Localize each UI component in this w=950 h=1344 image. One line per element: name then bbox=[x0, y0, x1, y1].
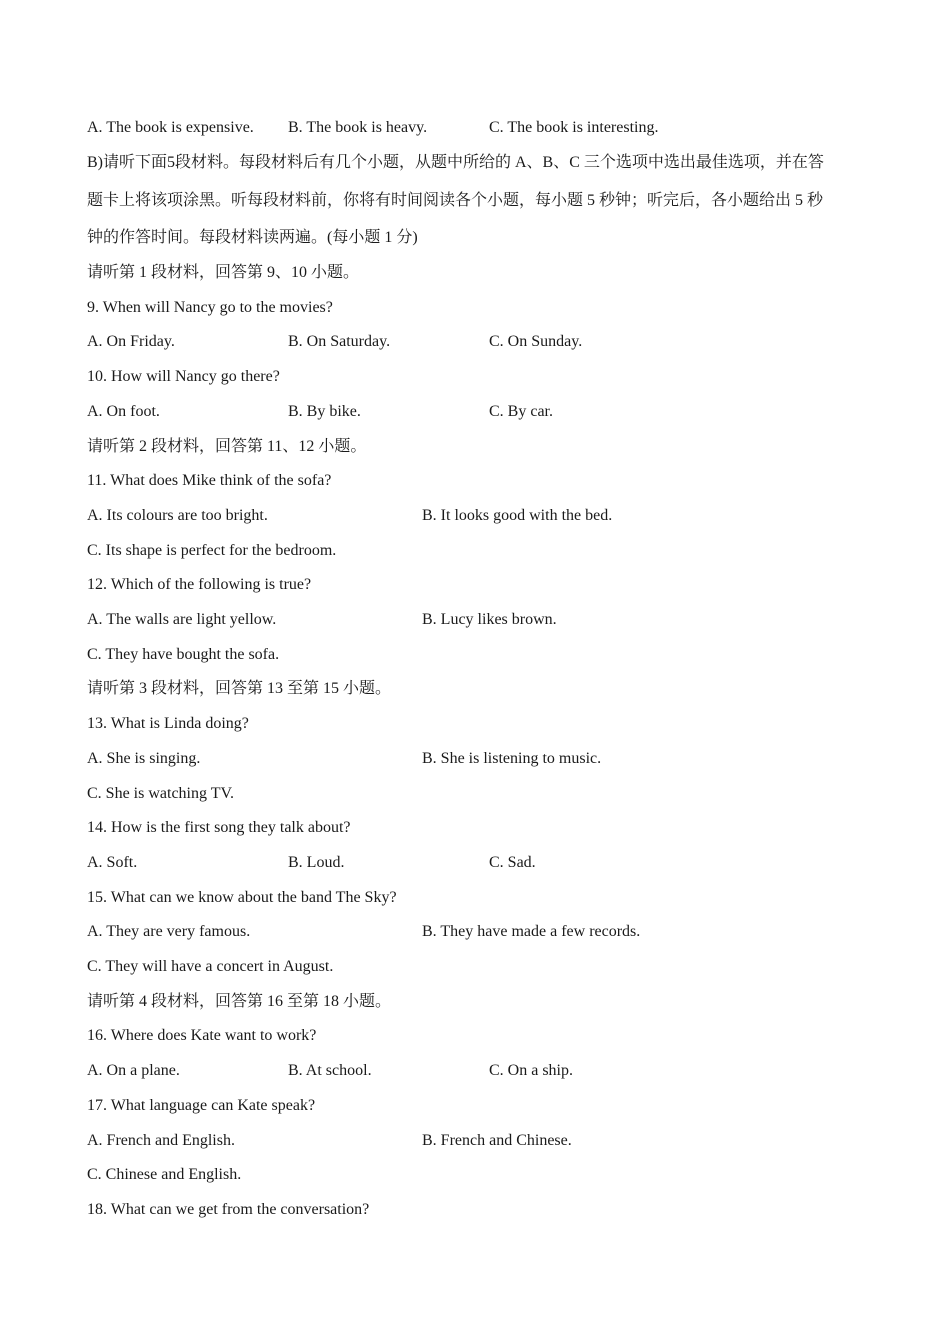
section-b-instructions-line-1: B)请听下面5段材料。每段材料后有几个小题，从题中所给的 A、B、C 三个选项中选出最佳选项，并在答 bbox=[87, 154, 824, 171]
option-a: A. Its colours are too bright. bbox=[87, 507, 268, 524]
option-c: C. By car. bbox=[489, 403, 553, 420]
question-text: 9. When will Nancy go to the movies? bbox=[87, 299, 333, 316]
question-text: C. They will have a concert in August. bbox=[87, 958, 334, 975]
option-a: A. The book is expensive. bbox=[87, 119, 254, 136]
question-text: C. She is watching TV. bbox=[87, 785, 234, 802]
option-a: A. They are very famous. bbox=[87, 923, 251, 940]
option-c: C. On a ship. bbox=[489, 1062, 573, 1079]
question-text: 16. Where does Kate want to work? bbox=[87, 1027, 317, 1044]
section-heading: 请听第 4 段材料，回答第 16 至第 18 小题。 bbox=[87, 993, 392, 1010]
option-a: A. On a plane. bbox=[87, 1062, 180, 1079]
option-b: B. They have made a few records. bbox=[422, 923, 641, 940]
option-c: C. On Sunday. bbox=[489, 333, 583, 350]
question-text: 14. How is the first song they talk about? bbox=[87, 819, 351, 836]
option-c: C. Sad. bbox=[489, 854, 536, 871]
option-b: B. On Saturday. bbox=[288, 333, 391, 350]
option-b: B. She is listening to music. bbox=[422, 750, 602, 767]
option-b: B. It looks good with the bed. bbox=[422, 507, 613, 524]
option-a: A. On foot. bbox=[87, 403, 160, 420]
question-text: 15. What can we know about the band The Sky? bbox=[87, 889, 397, 906]
section-heading: 请听第 2 段材料，回答第 11、12 小题。 bbox=[87, 438, 367, 455]
question-text: C. They have bought the sofa. bbox=[87, 646, 280, 663]
section-heading: 请听第 1 段材料，回答第 9、10 小题。 bbox=[87, 264, 360, 281]
question-text: 12. Which of the following is true? bbox=[87, 576, 312, 593]
question-text: 18. What can we get from the conversation? bbox=[87, 1201, 370, 1218]
option-b: B. Lucy likes brown. bbox=[422, 611, 557, 628]
option-a: A. The walls are light yellow. bbox=[87, 611, 277, 628]
section-heading: 请听第 3 段材料，回答第 13 至第 15 小题。 bbox=[87, 680, 392, 697]
option-b: B. By bike. bbox=[288, 403, 361, 420]
option-b: B. Loud. bbox=[288, 854, 345, 871]
option-a: A. Soft. bbox=[87, 854, 138, 871]
option-b: B. The book is heavy. bbox=[288, 119, 428, 136]
option-a: A. On Friday. bbox=[87, 333, 175, 350]
section-b-instructions-line-2: 题卡上将该项涂黑。听每段材料前，你将有时间阅读各个小题，每小题 5 秒钟；听完后，各小题给出 5 秒 bbox=[87, 192, 824, 209]
question-text: 13. What is Linda doing? bbox=[87, 715, 249, 732]
question-text: C. Its shape is perfect for the bedroom. bbox=[87, 542, 337, 559]
option-b: B. At school. bbox=[288, 1062, 372, 1079]
option-c: C. The book is interesting. bbox=[489, 119, 659, 136]
option-a: A. French and English. bbox=[87, 1132, 235, 1149]
option-b: B. French and Chinese. bbox=[422, 1132, 572, 1149]
question-text: 11. What does Mike think of the sofa? bbox=[87, 472, 332, 489]
question-text: C. Chinese and English. bbox=[87, 1166, 242, 1183]
option-a: A. She is singing. bbox=[87, 750, 201, 767]
section-b-instructions-line-3: 钟的作答时间。每段材料读两遍。(每小题 1 分) bbox=[87, 229, 418, 246]
question-text: 10. How will Nancy go there? bbox=[87, 368, 280, 385]
question-text: 17. What language can Kate speak? bbox=[87, 1097, 316, 1114]
